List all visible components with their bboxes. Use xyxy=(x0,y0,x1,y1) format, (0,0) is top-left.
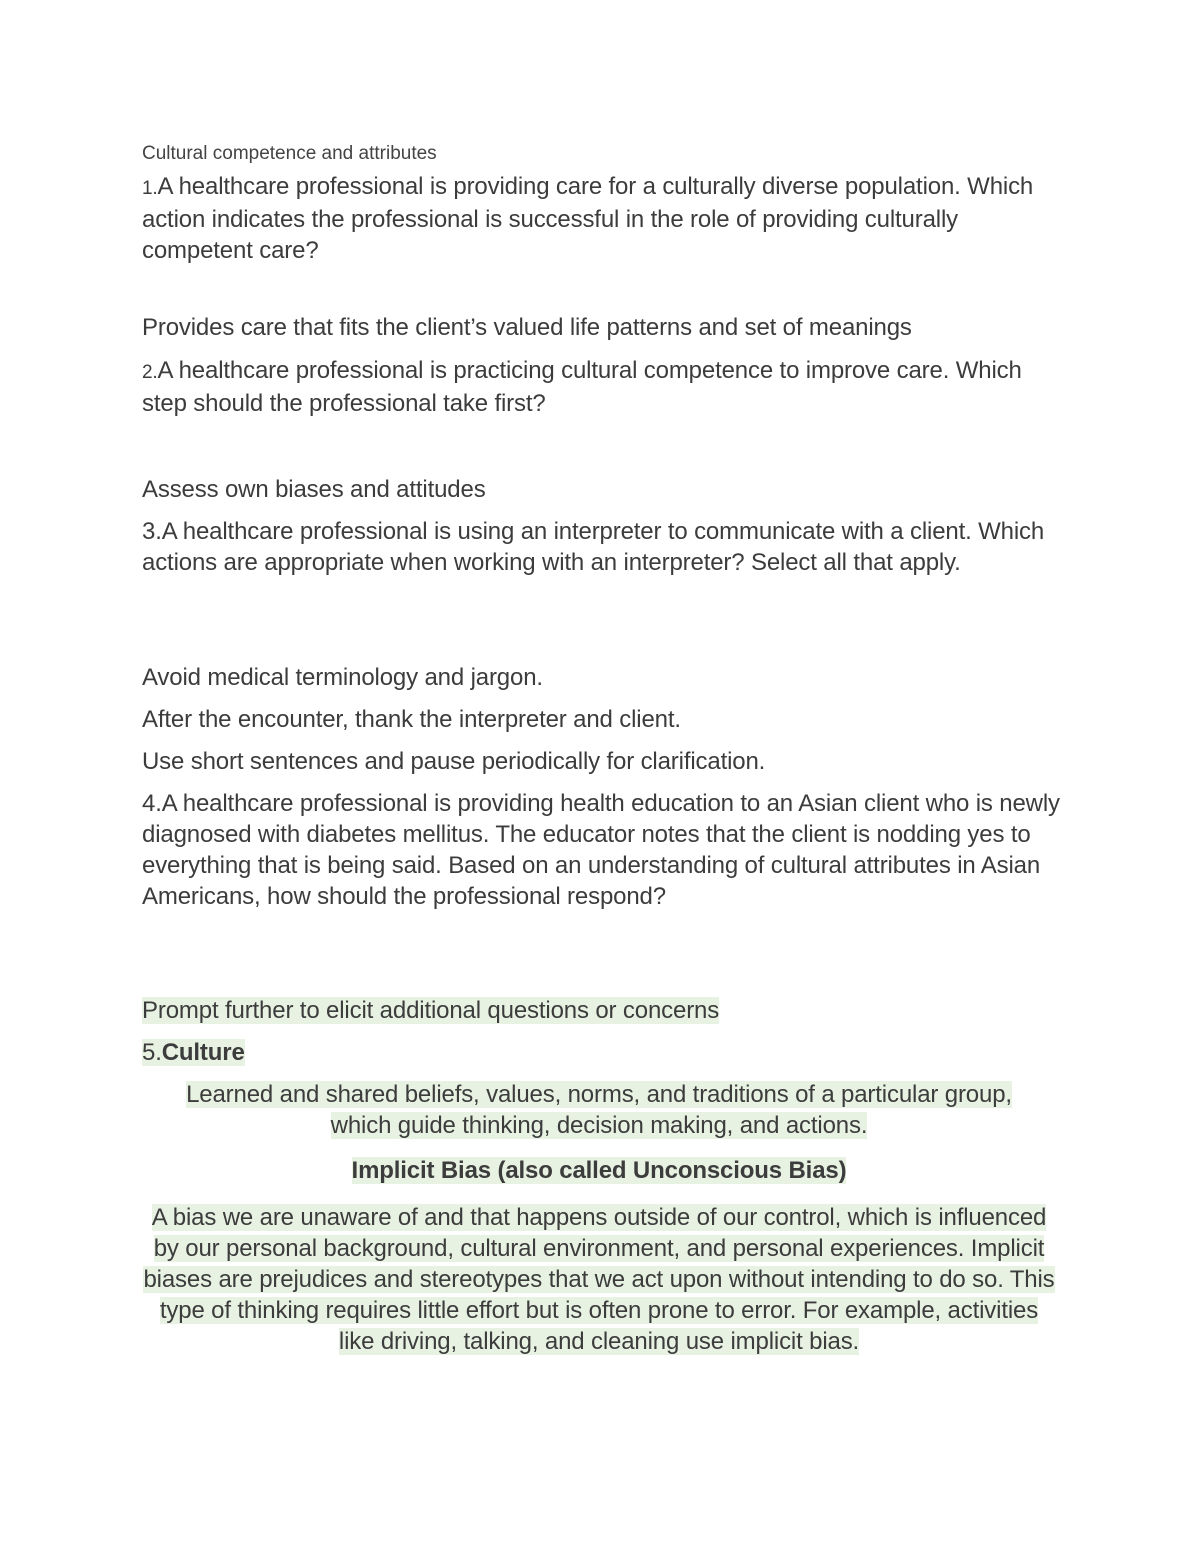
answer-3-item: After the encounter, thank the interpreter and client. xyxy=(142,706,681,733)
question-5 xyxy=(142,1037,1072,1068)
culture-definition-text: Learned and shared beliefs, values, norms, and traditions of a particular group, which guide thinking, decision making, and actions. xyxy=(186,1081,1012,1139)
question-5-number: 5. xyxy=(142,1039,162,1066)
question-2 xyxy=(142,355,1072,419)
implicit-bias-definition-text: A bias we are unaware of and that happens outside of our control, which is influenced by our personal background, cultural environment, and personal experiences. Implicit biases are prejudices and stereotypes that we act upon without intending to do so. This type of thinking requires little effort but is often prone to error. For example, activities like driving, talking, and cleaning use implicit bias. xyxy=(143,1204,1055,1355)
culture-definition xyxy=(142,1079,1056,1141)
question-3-text: A healthcare professional is using an interpreter to communicate with a client. Which actions are appropriate when working with an interpreter? Select all that apply. xyxy=(142,518,1045,576)
question-1 xyxy=(142,171,1072,266)
question-2-number: 2. xyxy=(142,362,158,383)
question-1-number: 1. xyxy=(142,178,158,199)
answer-4 xyxy=(142,995,1072,1026)
question-4 xyxy=(142,788,1072,912)
question-3 xyxy=(142,516,1072,578)
implicit-bias-heading xyxy=(142,1155,1056,1186)
answer-2: Assess own biases and attitudes xyxy=(142,476,486,503)
answer-1: Provides care that fits the client’s valued life patterns and set of meanings xyxy=(142,314,912,341)
document-title: Cultural competence and attributes xyxy=(142,143,437,164)
answer-3-item: Use short sentences and pause periodically for clarification. xyxy=(142,748,766,775)
question-1-text: A healthcare professional is providing care for a culturally diverse population. Which action indicates the professional is successful in the role of providing culturally competent care? xyxy=(142,173,1034,264)
implicit-bias-heading-text: Implicit Bias (also called Unconscious Bias) xyxy=(351,1157,847,1184)
question-4-number: 4. xyxy=(142,790,162,817)
question-4-text: A healthcare professional is providing health education to an Asian client who is newly diagnosed with diabetes mellitus. The educator notes that the client is nodding yes to everything that is being said. Based on an understanding of cultural attributes in Asian Americans, how should the professional respond? xyxy=(142,790,1060,910)
implicit-bias-definition xyxy=(142,1202,1056,1357)
question-2-text: A healthcare professional is practicing cultural competence to improve care. Which step should the professional take first? xyxy=(142,357,1022,417)
answer-3-item: Avoid medical terminology and jargon. xyxy=(142,664,543,691)
answer-4-highlight: Prompt further to elicit additional questions or concerns xyxy=(142,997,720,1024)
question-3-number: 3. xyxy=(142,518,162,545)
question-5-term: Culture xyxy=(161,1039,245,1066)
